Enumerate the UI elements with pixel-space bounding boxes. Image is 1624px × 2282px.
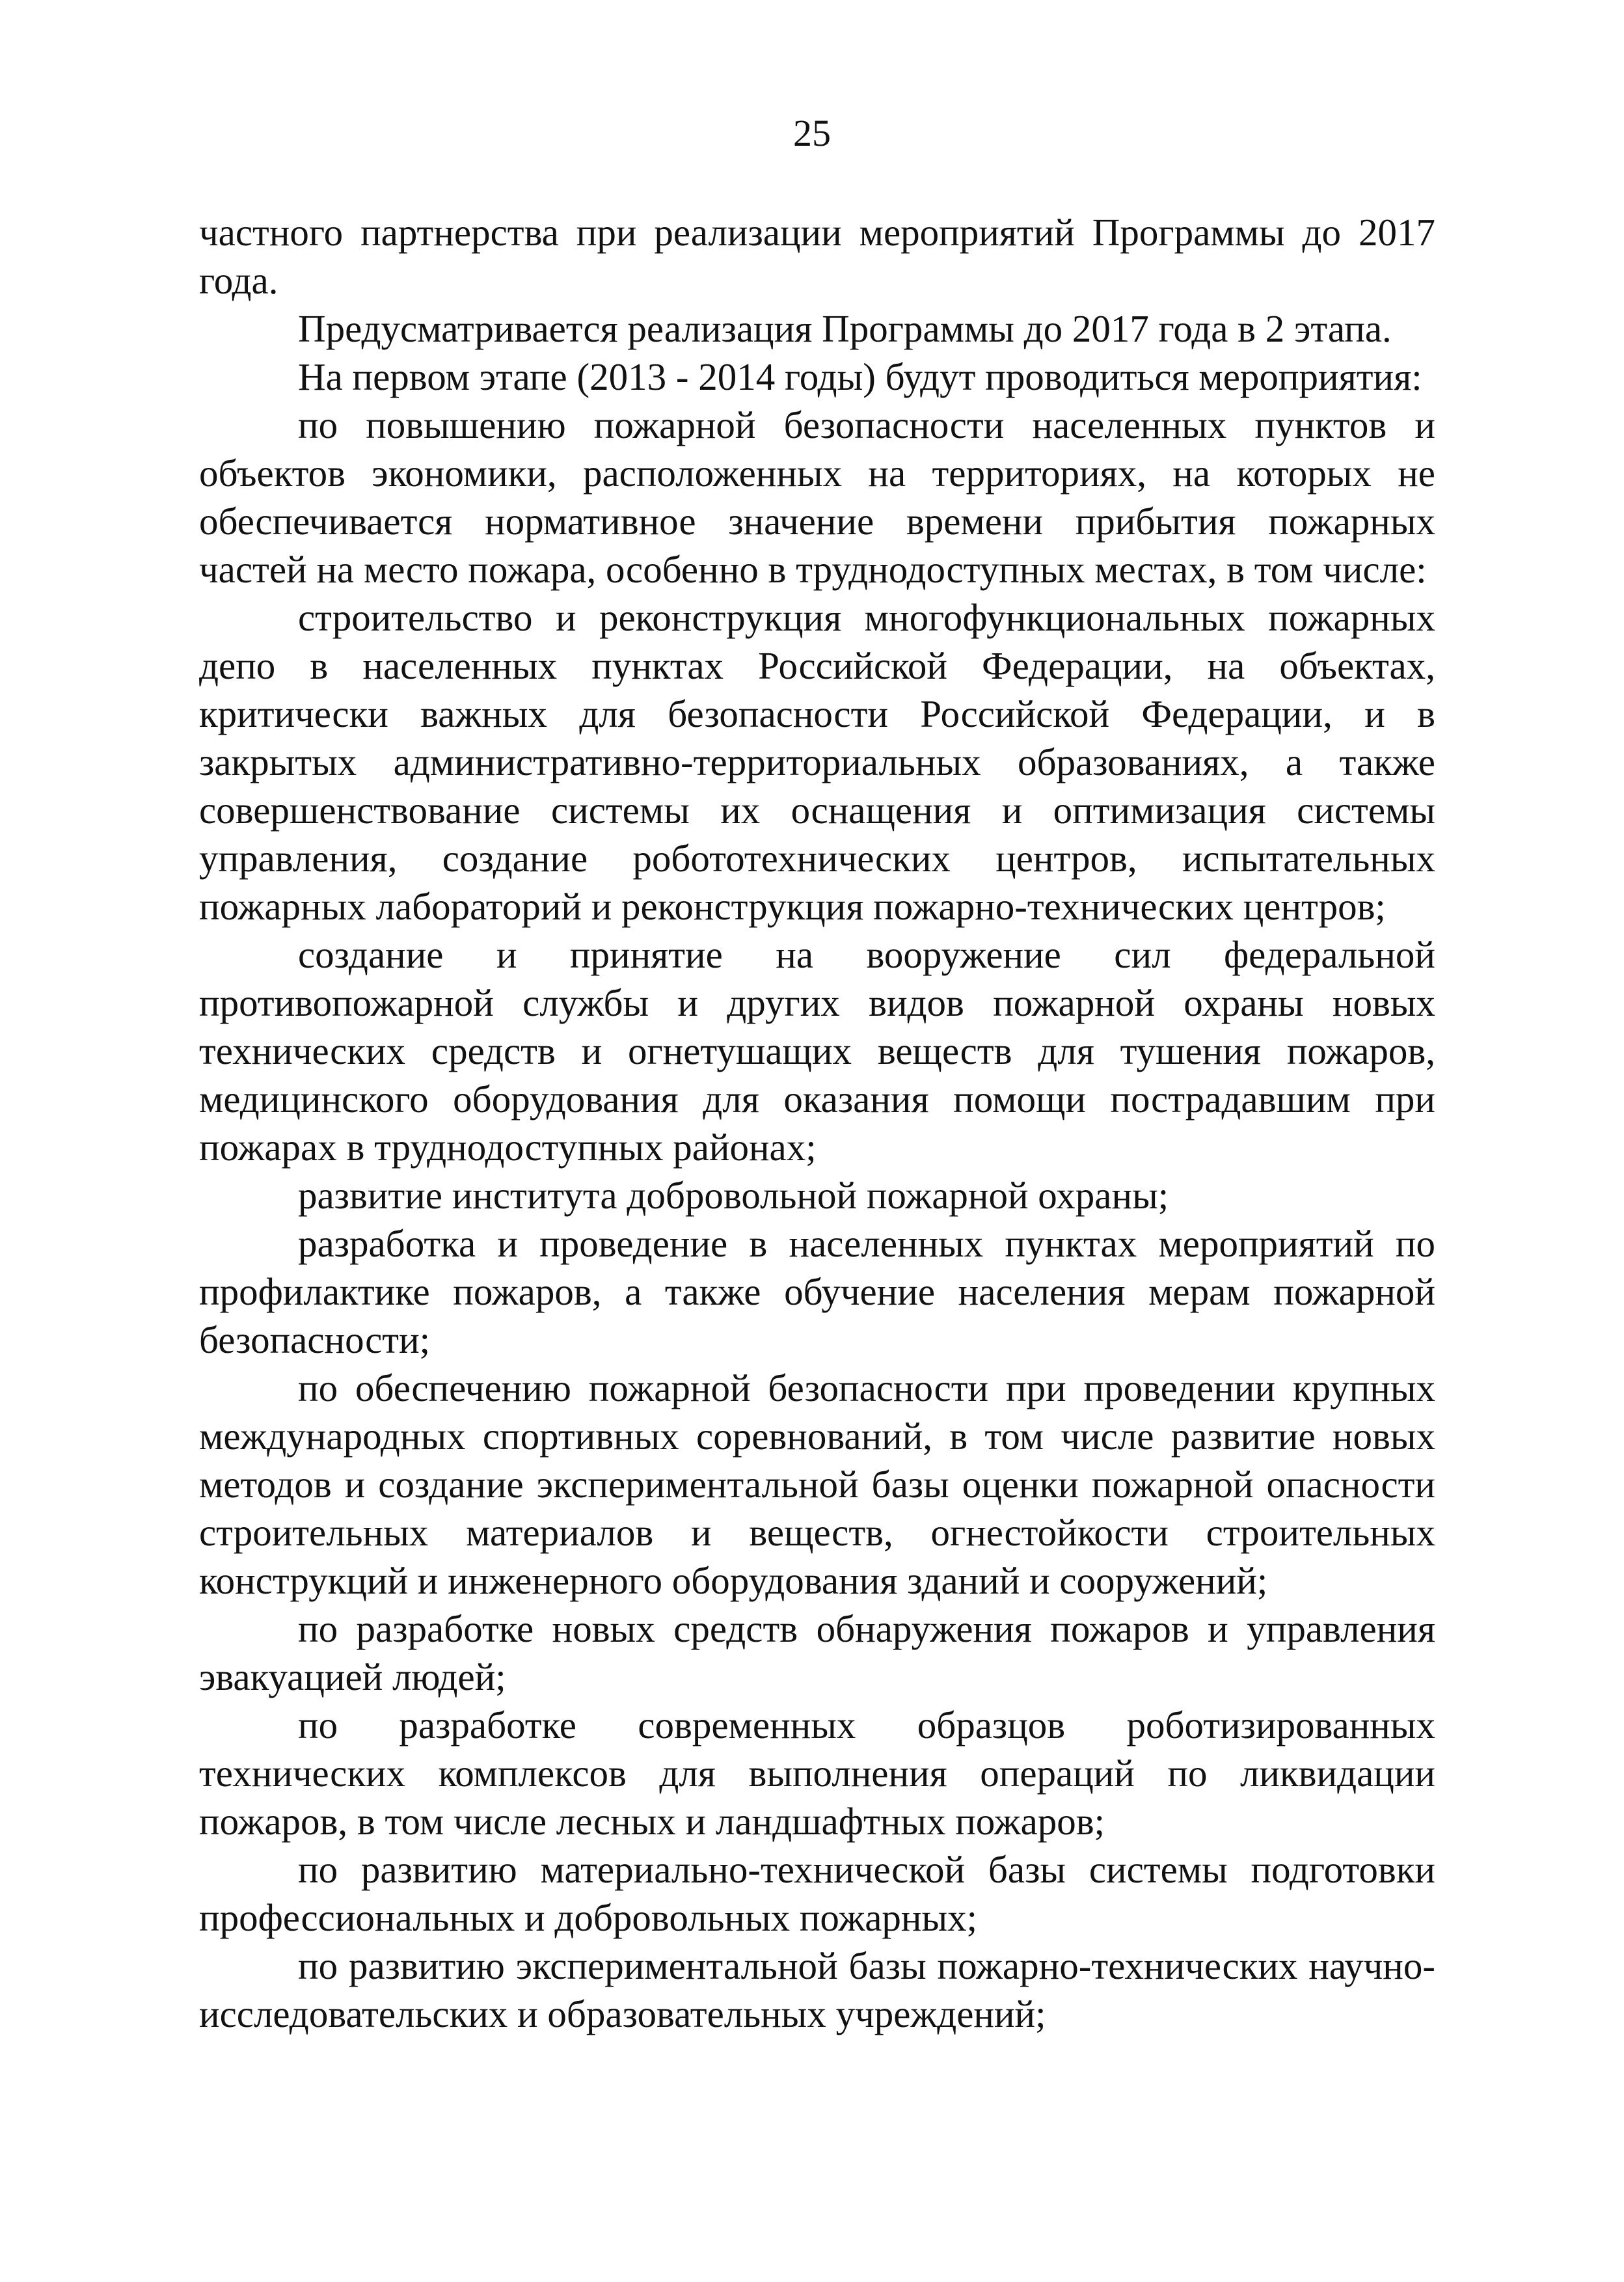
list-item-new-technical-means: создание и принятие на вооружение сил федеральной противопожарной службы и других видов пожарной охраны новых технических средств и огнетушащих веществ для тушения пожаров, медицинского оборудования для оказания помощи пострадавшим при пожарах в труднодоступных районах; — [199, 933, 1435, 1169]
paragraph-stages: Предусматривается реализация Программы до 2017 года в 2 этапа. — [298, 307, 1392, 350]
paragraph-continuation: частного партнерства при реализации мероприятий Программы до 2017 года. — [199, 211, 1435, 302]
document-body — [199, 208, 1435, 2038]
list-item-training-base: по развитию материально-технической базы системы подготовки профессиональных и добровольных пожарных; — [199, 1848, 1435, 1939]
list-item-sports-events-safety: по обеспечению пожарной безопасности при проведении крупных международных спортивных соревнований, в том числе развитие новых методов и создание экспериментальной базы оценки пожарной опасности строительных материалов и веществ, огнестойкости строительных конструкций и инженерного оборудования зданий и сооружений; — [199, 1366, 1435, 1602]
page-number: 25 — [793, 112, 831, 154]
list-item-fire-safety-settlements: по повышению пожарной безопасности населенных пунктов и объектов экономики, расположенных на территориях, на которых не обеспечивается нормативное значение времени прибытия пожарных частей на место пожара, особенно в труднодоступных местах, в том числе: — [199, 403, 1435, 591]
list-item-fire-detection: по разработке новых средств обнаружения пожаров и управления эвакуацией людей; — [199, 1607, 1435, 1698]
list-item-volunteer-fire-service: развитие института добровольной пожарной охраны; — [298, 1174, 1169, 1217]
paragraph-first-stage: На первом этапе (2013 - 2014 годы) будут проводиться мероприятия: — [298, 355, 1422, 398]
list-item-experimental-base: по развитию экспериментальной базы пожарно-технических научно-исследовательских и образовательных учреждений; — [199, 1944, 1435, 2035]
list-item-fire-depot-construction: строительство и реконструкция многофункциональных пожарных депо в населенных пунктах Российской Федерации, на объектах, критически важных для безопасности Российской Федерации, и в закрытых административно-территориальных образованиях, а также совершенствование системы их оснащения и оптимизация системы управления, создание робототехнических центров, испытательных пожарных лабораторий и реконструкция пожарно-технических центров; — [199, 596, 1435, 928]
list-item-robotic-complexes: по разработке современных образцов роботизированных технических комплексов для выполнения операций по ликвидации пожаров, в том числе лесных и ландшафтных пожаров; — [199, 1704, 1435, 1843]
list-item-fire-prevention: разработка и проведение в населенных пунктах мероприятий по профилактике пожаров, а также обучение населения мерам пожарной безопасности; — [199, 1222, 1435, 1361]
